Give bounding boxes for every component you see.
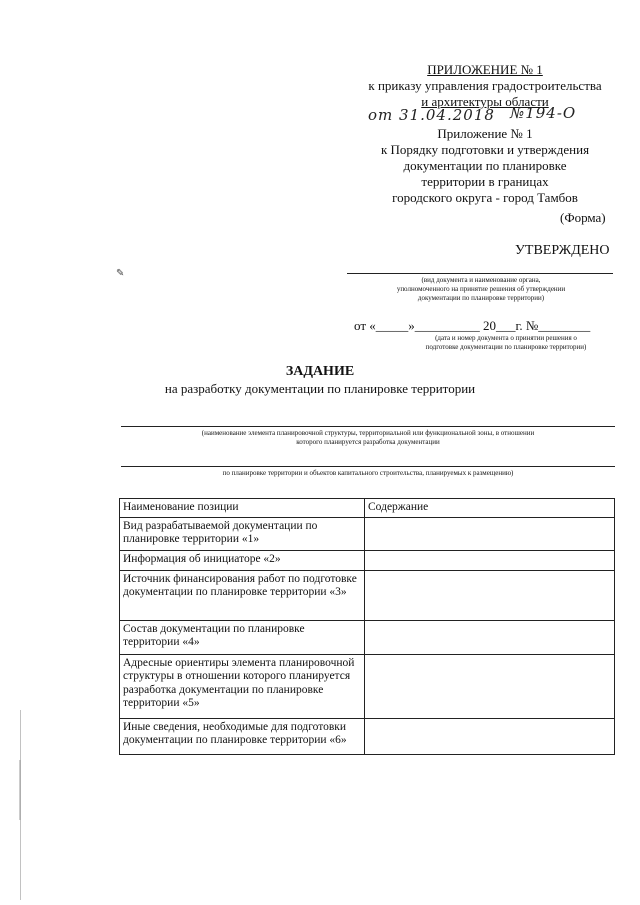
- appendix-title: Приложение № 1: [437, 126, 533, 141]
- element-name-caption: [121, 429, 615, 447]
- appendix-line: территории в границах: [421, 174, 549, 189]
- objects-line: [121, 466, 615, 467]
- caption-line: (вид документа и наименование органа,: [421, 276, 541, 284]
- caption-line: которого планируется разработка документации: [296, 438, 440, 446]
- caption-line: уполномоченного на принятие решения об утверждении: [396, 285, 566, 293]
- approval-date-line: от «_____»__________ 20___г. №________: [354, 318, 591, 333]
- appendix-line: городского округа - город Тамбов: [392, 190, 578, 205]
- header-content: Содержание: [365, 499, 615, 518]
- objects-caption: по планировке территории и объектов капитального строительства, планируемых к размещению): [222, 469, 514, 477]
- task-subtitle: на разработку документации по планировке территории: [164, 381, 476, 396]
- form-label: (Форма): [560, 210, 606, 225]
- row-value: [365, 517, 615, 550]
- row-value: [365, 570, 615, 620]
- scan-speck: ✎: [116, 268, 125, 279]
- task-title: ЗАДАНИЕ: [285, 364, 355, 379]
- caption-line: (наименование элемента планировочной структуры, территориальной или функциональной зоны, в отношении: [201, 429, 535, 437]
- table-header-row: [120, 499, 615, 518]
- appendix-line: к Порядку подготовки и утверждения: [380, 142, 590, 157]
- row-value: [365, 550, 615, 570]
- appendix-header: [340, 62, 630, 110]
- approved-label: УТВЕРЖДЕНО: [515, 243, 610, 258]
- table-row: [120, 654, 615, 718]
- row-label: Информация об инициаторе «2»: [120, 550, 365, 570]
- caption-line: документации по планировке территории): [417, 294, 545, 302]
- order-appendix-header: [350, 126, 620, 206]
- row-label: Иные сведения, необходимые для подготовки документации по планировке территории «6»: [120, 718, 365, 754]
- header-position: Наименование позиции: [120, 499, 365, 518]
- approval-body-line: [347, 273, 613, 274]
- element-name-line: [121, 426, 615, 427]
- handwritten-number: №194-О: [510, 104, 577, 122]
- table-row: [120, 570, 615, 620]
- table-row: [120, 718, 615, 754]
- scan-edge-mark: [19, 760, 21, 820]
- appendix-title: ПРИЛОЖЕНИЕ № 1: [427, 62, 543, 77]
- row-value: [365, 654, 615, 718]
- table-row: [120, 620, 615, 654]
- row-label: Вид разрабатываемой документации по планировке территории «1»: [120, 517, 365, 550]
- row-value: [365, 718, 615, 754]
- row-label: Источник финансирования работ по подготовке документации по планировке территории «3»: [120, 570, 365, 620]
- row-label: Адресные ориентиры элемента планировочной структуры в отношении которого планируется разработка документации по планировке территории «5»: [120, 654, 365, 718]
- appendix-line: и архитектуры области: [421, 94, 549, 109]
- task-table: [119, 498, 615, 755]
- caption-line: подготовке документации по планировке территории): [425, 343, 587, 351]
- appendix-line: к приказу управления градостроительства: [368, 78, 602, 93]
- row-value: [365, 620, 615, 654]
- appendix-line: документации по планировке: [403, 158, 567, 173]
- handwritten-date: от 31.04.2018: [368, 106, 495, 124]
- table-row: [120, 517, 615, 550]
- approval-caption: [345, 276, 617, 303]
- row-label: Состав документации по планировке территории «4»: [120, 620, 365, 654]
- caption-line: (дата и номер документа о принятии решения о: [435, 334, 577, 342]
- date-caption: [395, 334, 617, 352]
- table-row: [120, 550, 615, 570]
